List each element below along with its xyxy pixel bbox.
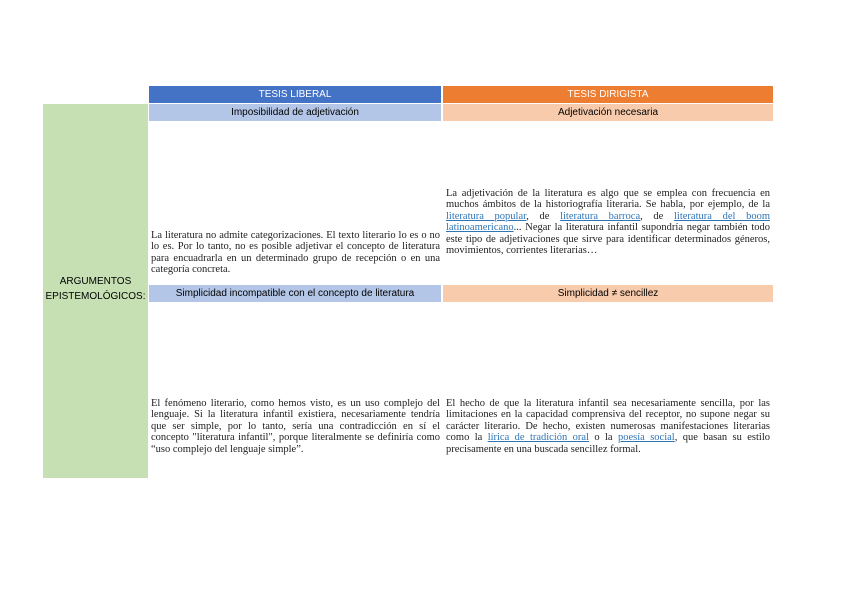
text-segment: El hecho de que la literatura infantil sea necesariamente sencilla, por las limitaciones en la capacidad comprensiva del receptor, no supone negar su carácter literario. De hecho, existen numerosas manifestaciones literarias como la bbox=[446, 398, 770, 444]
text-segment: , de bbox=[640, 210, 675, 222]
subheader-imposibilidad: Imposibilidad de adjetivación bbox=[149, 104, 441, 121]
link-poesia-social[interactable]: poesía social bbox=[617, 432, 675, 444]
link-literatura-boom[interactable]: literatura del boom latinoamericano bbox=[446, 210, 770, 234]
subheader-simplicidad-sencillez: Simplicidad ≠ sencillez bbox=[443, 285, 773, 302]
dirigista-text-1 bbox=[446, 188, 770, 256]
row-label-cell bbox=[43, 104, 148, 478]
link-literatura-barroca[interactable]: literatura barroca bbox=[560, 210, 641, 222]
link-lirica-tradicion-oral[interactable]: lírica de tradición oral bbox=[487, 432, 589, 444]
text-segment: o la bbox=[588, 432, 618, 444]
liberal-text-1: La literatura no admite categorizaciones. El texto literario lo es o no lo es. Por lo tanto, no es posible adjetivar el concepto de literatura para encuadrarla en un determinado grupo de recepción o en una categoría concreta. bbox=[151, 230, 440, 276]
text-segment: ... Negar la literatura infantil supondría negar también todo este tipo de adjetivaciones que sirve para identificar determinados géneros, movimientos, corrientes literarias… bbox=[446, 222, 770, 257]
row-label-line2: EPISTEMOLÓGICOS: bbox=[45, 291, 146, 302]
link-literatura-popular[interactable]: literatura popular bbox=[446, 210, 527, 222]
text-segment: , de bbox=[526, 210, 561, 222]
subheader-simplicidad-incompatible: Simplicidad incompatible con el concepto de literatura bbox=[149, 285, 441, 302]
header-tesis-liberal: TESIS LIBERAL bbox=[149, 86, 441, 103]
text-segment: , que basan su estilo precisamente en una buscada sencillez formal. bbox=[446, 432, 771, 455]
row-label bbox=[43, 274, 148, 304]
subheader-adjetivacion: Adjetivación necesaria bbox=[443, 104, 773, 121]
dirigista-text-2 bbox=[446, 398, 770, 455]
row-label-line1: ARGUMENTOS bbox=[59, 276, 132, 287]
header-tesis-dirigista: TESIS DIRIGISTA bbox=[443, 86, 773, 103]
liberal-text-2: El fenómeno literario, como hemos visto, es un uso complejo del lenguaje. Si la literatura infantil existiera, necesariamente tendría que ser simple, por lo tanto, sería una contradicción en sí el concepto "literatura infantil", porque literalmente se definiría como “uso complejo del lenguaje simple”. bbox=[151, 398, 440, 455]
text-segment: La adjetivación de la literatura es algo que se emplea con frecuencia en muchos ámbitos de la historiografía literaria. Se habla, por ejemplo, de la bbox=[446, 188, 770, 211]
